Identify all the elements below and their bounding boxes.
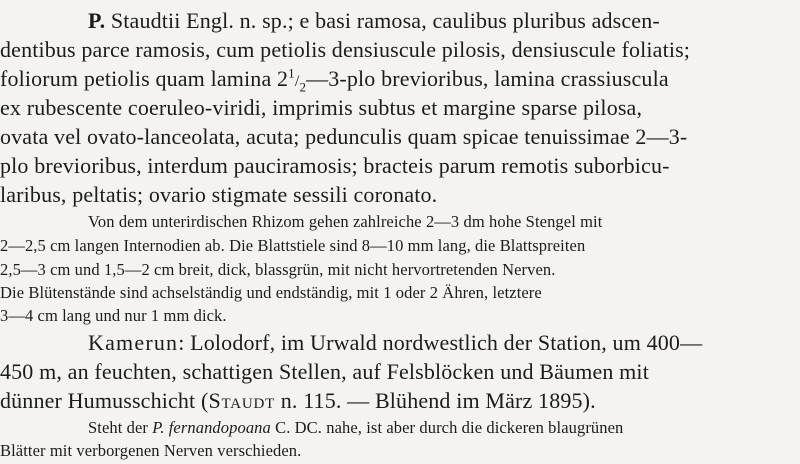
comparison-line-1 — [88, 420, 623, 437]
german-note-line-5: 3—4 cm lang und nur 1 mm dick. — [0, 306, 227, 325]
german-note-line-4: Die Blütenstände sind achselständig und endständig, mit 1 oder 2 Ähren, letztere — [0, 283, 542, 302]
description-line-5: ovata vel ovato-lanceolata, acuta; pedunculis quam spicae tenuissimae 2—3- — [0, 124, 688, 149]
description-line-3: foliorum petiolis quam lamina $2^1/_2—3$-plo brevioribus, lamina crassiuscula — [0, 65, 669, 95]
locality-line-3-pre: dünner Humusschicht ( — [0, 388, 209, 413]
locality-line-1 — [88, 332, 702, 354]
german-note-line-2: 2—2,5 cm langen Internodien ab. Die Blattstiele sind 8—10 mm lang, die Blattspreiten — [0, 236, 586, 255]
collector-name: Staudt — [208, 388, 276, 413]
comparison-line-1-pre: Steht der — [88, 418, 153, 437]
locality-line-2: 450 m, an feuchten, schattigen Stellen, auf Felsblöcken und Bäumen mit — [0, 359, 649, 384]
comparison-line-2: Blätter mit verborgenen Nerven verschieden. — [0, 441, 302, 460]
description-line-1-text: Staudtii Engl. n. sp.; e basi ramosa, caulibus pluribus adscen- — [105, 8, 660, 33]
german-note-line-1: Von dem unterirdischen Rhizom gehen zahlreiche 2—3 dm hohe Stengel mit — [88, 212, 603, 231]
description-line-3-pre: foliorum petiolis quam lamina — [0, 66, 278, 91]
related-species: P. fernandopoana — [152, 418, 271, 437]
genus-abbrev: P. — [88, 8, 106, 33]
german-note-line-3: 2,5—3 cm und 1,5—2 cm breit, dick, blassgrün, mit nicht hervortretenden Nerven. — [0, 260, 556, 279]
description-line-2: dentibus parce ramosis, cum petiolis densiuscule pilosis, densiuscule foliatis; — [0, 37, 691, 62]
description-line-7: laribus, peltatis; ovario stigmate sessili coronato. — [0, 182, 438, 207]
description-line-3-post: —3-plo brevioribus, lamina crassiuscula — [306, 66, 669, 91]
description-line-6: plo brevioribus, interdum pauciramosis; bracteis parum remotis suborbicu- — [0, 153, 670, 178]
locality-line-3-post: n. 115. — Blühend im März 1895). — [275, 388, 596, 413]
locality-region: Kamerun — [88, 330, 179, 355]
locality-line-3 — [0, 390, 596, 412]
fraction-num: 1 — [288, 65, 295, 81]
fraction-int: 2 — [277, 66, 289, 91]
fraction-den: 2 — [299, 79, 307, 95]
description-line-1 — [88, 10, 660, 32]
description-line-4: ex rubescente coeruleo-viridi, imprimis subtus et margine sparse pilosa, — [0, 95, 643, 120]
locality-line-1-text: : Lolodorf, im Urwald nordwestlich der Station, um 400— — [178, 330, 703, 355]
comparison-line-1-post: C. DC. nahe, ist aber durch die dickeren blaugrünen — [270, 418, 624, 437]
